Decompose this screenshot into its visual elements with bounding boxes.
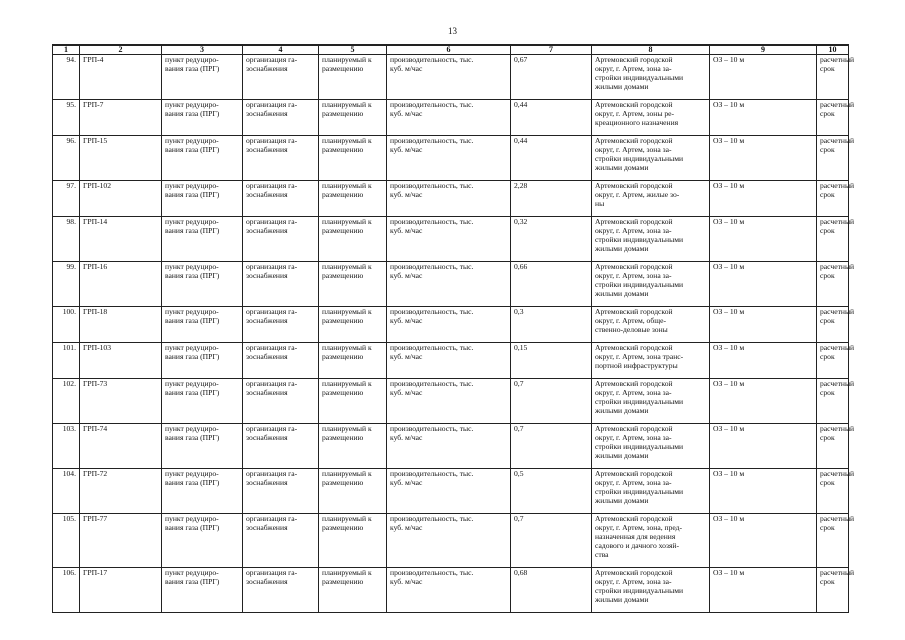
row-number: 101. [53, 343, 80, 379]
object-name: ГРП-18 [80, 307, 162, 343]
object-purpose: организация га- зоснабжения [243, 181, 319, 217]
implementation-term: расчетный срок [817, 100, 849, 136]
object-type: пункт редуциро- вания газа (ПРГ) [162, 55, 243, 100]
object-type: пункт редуциро- вания газа (ПРГ) [162, 514, 243, 568]
capacity-value: 0,44 [511, 136, 592, 181]
object-status: планируемый к размещению [319, 469, 387, 514]
table-row [53, 568, 849, 613]
column-header: 2 [80, 45, 162, 55]
object-purpose: организация га- зоснабжения [243, 100, 319, 136]
object-status: планируемый к размещению [319, 514, 387, 568]
table-row [53, 514, 849, 568]
object-type: пункт редуциро- вания газа (ПРГ) [162, 307, 243, 343]
column-header: 4 [243, 45, 319, 55]
table-row [53, 136, 849, 181]
implementation-term: расчетный срок [817, 217, 849, 262]
protection-zone: ОЗ – 10 м [710, 343, 817, 379]
object-status: планируемый к размещению [319, 217, 387, 262]
column-header: 10 [817, 45, 849, 55]
object-name: ГРП-15 [80, 136, 162, 181]
column-header: 7 [511, 45, 592, 55]
object-purpose: организация га- зоснабжения [243, 514, 319, 568]
protection-zone: ОЗ – 10 м [710, 100, 817, 136]
row-number: 95. [53, 100, 80, 136]
capacity-parameter: производительность, тыс. куб. м/час [387, 343, 511, 379]
row-number: 97. [53, 181, 80, 217]
row-number: 104. [53, 469, 80, 514]
object-status: планируемый к размещению [319, 136, 387, 181]
capacity-value: 0,7 [511, 379, 592, 424]
implementation-term: расчетный срок [817, 424, 849, 469]
capacity-value: 2,28 [511, 181, 592, 217]
object-status: планируемый к размещению [319, 379, 387, 424]
table-row [53, 181, 849, 217]
capacity-value: 0,67 [511, 55, 592, 100]
object-type: пункт редуциро- вания газа (ПРГ) [162, 343, 243, 379]
object-name: ГРП-72 [80, 469, 162, 514]
object-status: планируемый к размещению [319, 568, 387, 613]
object-name: ГРП-103 [80, 343, 162, 379]
object-name: ГРП-74 [80, 424, 162, 469]
protection-zone: ОЗ – 10 м [710, 568, 817, 613]
protection-zone: ОЗ – 10 м [710, 307, 817, 343]
objects-table [52, 44, 855, 613]
row-number: 102. [53, 379, 80, 424]
object-purpose: организация га- зоснабжения [243, 568, 319, 613]
object-purpose: организация га- зоснабжения [243, 55, 319, 100]
row-number: 106. [53, 568, 80, 613]
object-location: Артемовский городской округ, г. Артем, зона за- стройки индивидуальными жилыми домами [592, 379, 710, 424]
row-number: 98. [53, 217, 80, 262]
object-location: Артемовский городской округ, г. Артем, жилые зо- ны [592, 181, 710, 217]
object-name: ГРП-77 [80, 514, 162, 568]
object-purpose: организация га- зоснабжения [243, 469, 319, 514]
object-type: пункт редуциро- вания газа (ПРГ) [162, 217, 243, 262]
object-location: Артемовский городской округ, г. Артем, зона за- стройки индивидуальными жилыми домами [592, 262, 710, 307]
object-name: ГРП-7 [80, 100, 162, 136]
table-header-row [53, 45, 849, 55]
table-row [53, 55, 849, 100]
column-header: 5 [319, 45, 387, 55]
object-location: Артемовский городской округ, г. Артем, зона за- стройки индивидуальными жилыми домами [592, 424, 710, 469]
capacity-value: 0,68 [511, 568, 592, 613]
table-row [53, 469, 849, 514]
object-type: пункт редуциро- вания газа (ПРГ) [162, 379, 243, 424]
row-number: 100. [53, 307, 80, 343]
object-purpose: организация га- зоснабжения [243, 343, 319, 379]
table-row [53, 100, 849, 136]
table-row [53, 424, 849, 469]
capacity-parameter: производительность, тыс. куб. м/час [387, 514, 511, 568]
object-location: Артемовский городской округ, г. Артем, зона, пред- назначенная для ведения садового и дачного хозяй- ства [592, 514, 710, 568]
capacity-value: 0,3 [511, 307, 592, 343]
capacity-parameter: производительность, тыс. куб. м/час [387, 379, 511, 424]
table-row [53, 307, 849, 343]
object-type: пункт редуциро- вания газа (ПРГ) [162, 424, 243, 469]
object-name: ГРП-102 [80, 181, 162, 217]
object-purpose: организация га- зоснабжения [243, 217, 319, 262]
column-header: 9 [710, 45, 817, 55]
capacity-parameter: производительность, тыс. куб. м/час [387, 136, 511, 181]
object-type: пункт редуциро- вания газа (ПРГ) [162, 262, 243, 307]
object-name: ГРП-73 [80, 379, 162, 424]
protection-zone: ОЗ – 10 м [710, 424, 817, 469]
table-row [53, 343, 849, 379]
implementation-term: расчетный срок [817, 343, 849, 379]
object-name: ГРП-17 [80, 568, 162, 613]
object-status: планируемый к размещению [319, 181, 387, 217]
object-purpose: организация га- зоснабжения [243, 136, 319, 181]
implementation-term: расчетный срок [817, 181, 849, 217]
object-status: планируемый к размещению [319, 307, 387, 343]
capacity-value: 0,7 [511, 514, 592, 568]
object-name: ГРП-14 [80, 217, 162, 262]
capacity-parameter: производительность, тыс. куб. м/час [387, 424, 511, 469]
capacity-parameter: производительность, тыс. куб. м/час [387, 469, 511, 514]
object-purpose: организация га- зоснабжения [243, 307, 319, 343]
object-type: пункт редуциро- вания газа (ПРГ) [162, 469, 243, 514]
capacity-parameter: производительность, тыс. куб. м/час [387, 307, 511, 343]
column-header: 1 [53, 45, 80, 55]
capacity-value: 0,32 [511, 217, 592, 262]
protection-zone: ОЗ – 10 м [710, 514, 817, 568]
object-purpose: организация га- зоснабжения [243, 262, 319, 307]
object-status: планируемый к размещению [319, 55, 387, 100]
implementation-term: расчетный срок [817, 307, 849, 343]
capacity-value: 0,5 [511, 469, 592, 514]
implementation-term: расчетный срок [817, 379, 849, 424]
capacity-value: 0,44 [511, 100, 592, 136]
object-location: Артемовский городской округ, г. Артем, зона за- стройки индивидуальными жилыми домами [592, 55, 710, 100]
capacity-parameter: производительность, тыс. куб. м/час [387, 262, 511, 307]
implementation-term: расчетный срок [817, 55, 849, 100]
capacity-value: 0,7 [511, 424, 592, 469]
protection-zone: ОЗ – 10 м [710, 262, 817, 307]
capacity-parameter: производительность, тыс. куб. м/час [387, 100, 511, 136]
table-body [53, 55, 855, 613]
implementation-term: расчетный срок [817, 262, 849, 307]
object-location: Артемовский городской округ, г. Артем, зона за- стройки индивидуальными жилыми домами [592, 136, 710, 181]
page-number: 13 [448, 26, 457, 36]
row-number: 94. [53, 55, 80, 100]
object-type: пункт редуциро- вания газа (ПРГ) [162, 568, 243, 613]
implementation-term: расчетный срок [817, 514, 849, 568]
capacity-parameter: производительность, тыс. куб. м/час [387, 55, 511, 100]
protection-zone: ОЗ – 10 м [710, 55, 817, 100]
capacity-parameter: производительность, тыс. куб. м/час [387, 181, 511, 217]
column-header: 3 [162, 45, 243, 55]
capacity-parameter: производительность, тыс. куб. м/час [387, 568, 511, 613]
object-location: Артемовский городской округ, г. Артем, зона транс- портной инфраструктуры [592, 343, 710, 379]
object-purpose: организация га- зоснабжения [243, 379, 319, 424]
object-status: планируемый к размещению [319, 343, 387, 379]
object-location: Артемовский городской округ, г. Артем, зона за- стройки индивидуальными жилыми домами [592, 217, 710, 262]
protection-zone: ОЗ – 10 м [710, 136, 817, 181]
row-number: 96. [53, 136, 80, 181]
protection-zone: ОЗ – 10 м [710, 181, 817, 217]
object-name: ГРП-16 [80, 262, 162, 307]
object-name: ГРП-4 [80, 55, 162, 100]
object-status: планируемый к размещению [319, 262, 387, 307]
capacity-value: 0,15 [511, 343, 592, 379]
table-row [53, 262, 849, 307]
column-header: 6 [387, 45, 511, 55]
protection-zone: ОЗ – 10 м [710, 217, 817, 262]
object-purpose: организация га- зоснабжения [243, 424, 319, 469]
object-location: Артемовский городской округ, г. Артем, зона за- стройки индивидуальными жилыми домами [592, 568, 710, 613]
object-type: пункт редуциро- вания газа (ПРГ) [162, 181, 243, 217]
object-location: Артемовский городской округ, г. Артем, зона за- стройки индивидуальными жилыми домами [592, 469, 710, 514]
object-type: пункт редуциро- вания газа (ПРГ) [162, 136, 243, 181]
object-status: планируемый к размещению [319, 100, 387, 136]
implementation-term: расчетный срок [817, 136, 849, 181]
capacity-parameter: производительность, тыс. куб. м/час [387, 217, 511, 262]
row-number: 103. [53, 424, 80, 469]
object-location: Артемовский городской округ, г. Артем, зоны ре- креационного назначения [592, 100, 710, 136]
table-row [53, 379, 849, 424]
protection-zone: ОЗ – 10 м [710, 379, 817, 424]
implementation-term: расчетный срок [817, 469, 849, 514]
object-status: планируемый к размещению [319, 424, 387, 469]
object-type: пункт редуциро- вания газа (ПРГ) [162, 100, 243, 136]
table-row [53, 217, 849, 262]
row-number: 105. [53, 514, 80, 568]
capacity-value: 0,66 [511, 262, 592, 307]
column-header: 8 [592, 45, 710, 55]
row-number: 99. [53, 262, 80, 307]
implementation-term: расчетный срок [817, 568, 849, 613]
protection-zone: ОЗ – 10 м [710, 469, 817, 514]
object-location: Артемовский городской округ, г. Артем, обще- ственно-деловые зоны [592, 307, 710, 343]
